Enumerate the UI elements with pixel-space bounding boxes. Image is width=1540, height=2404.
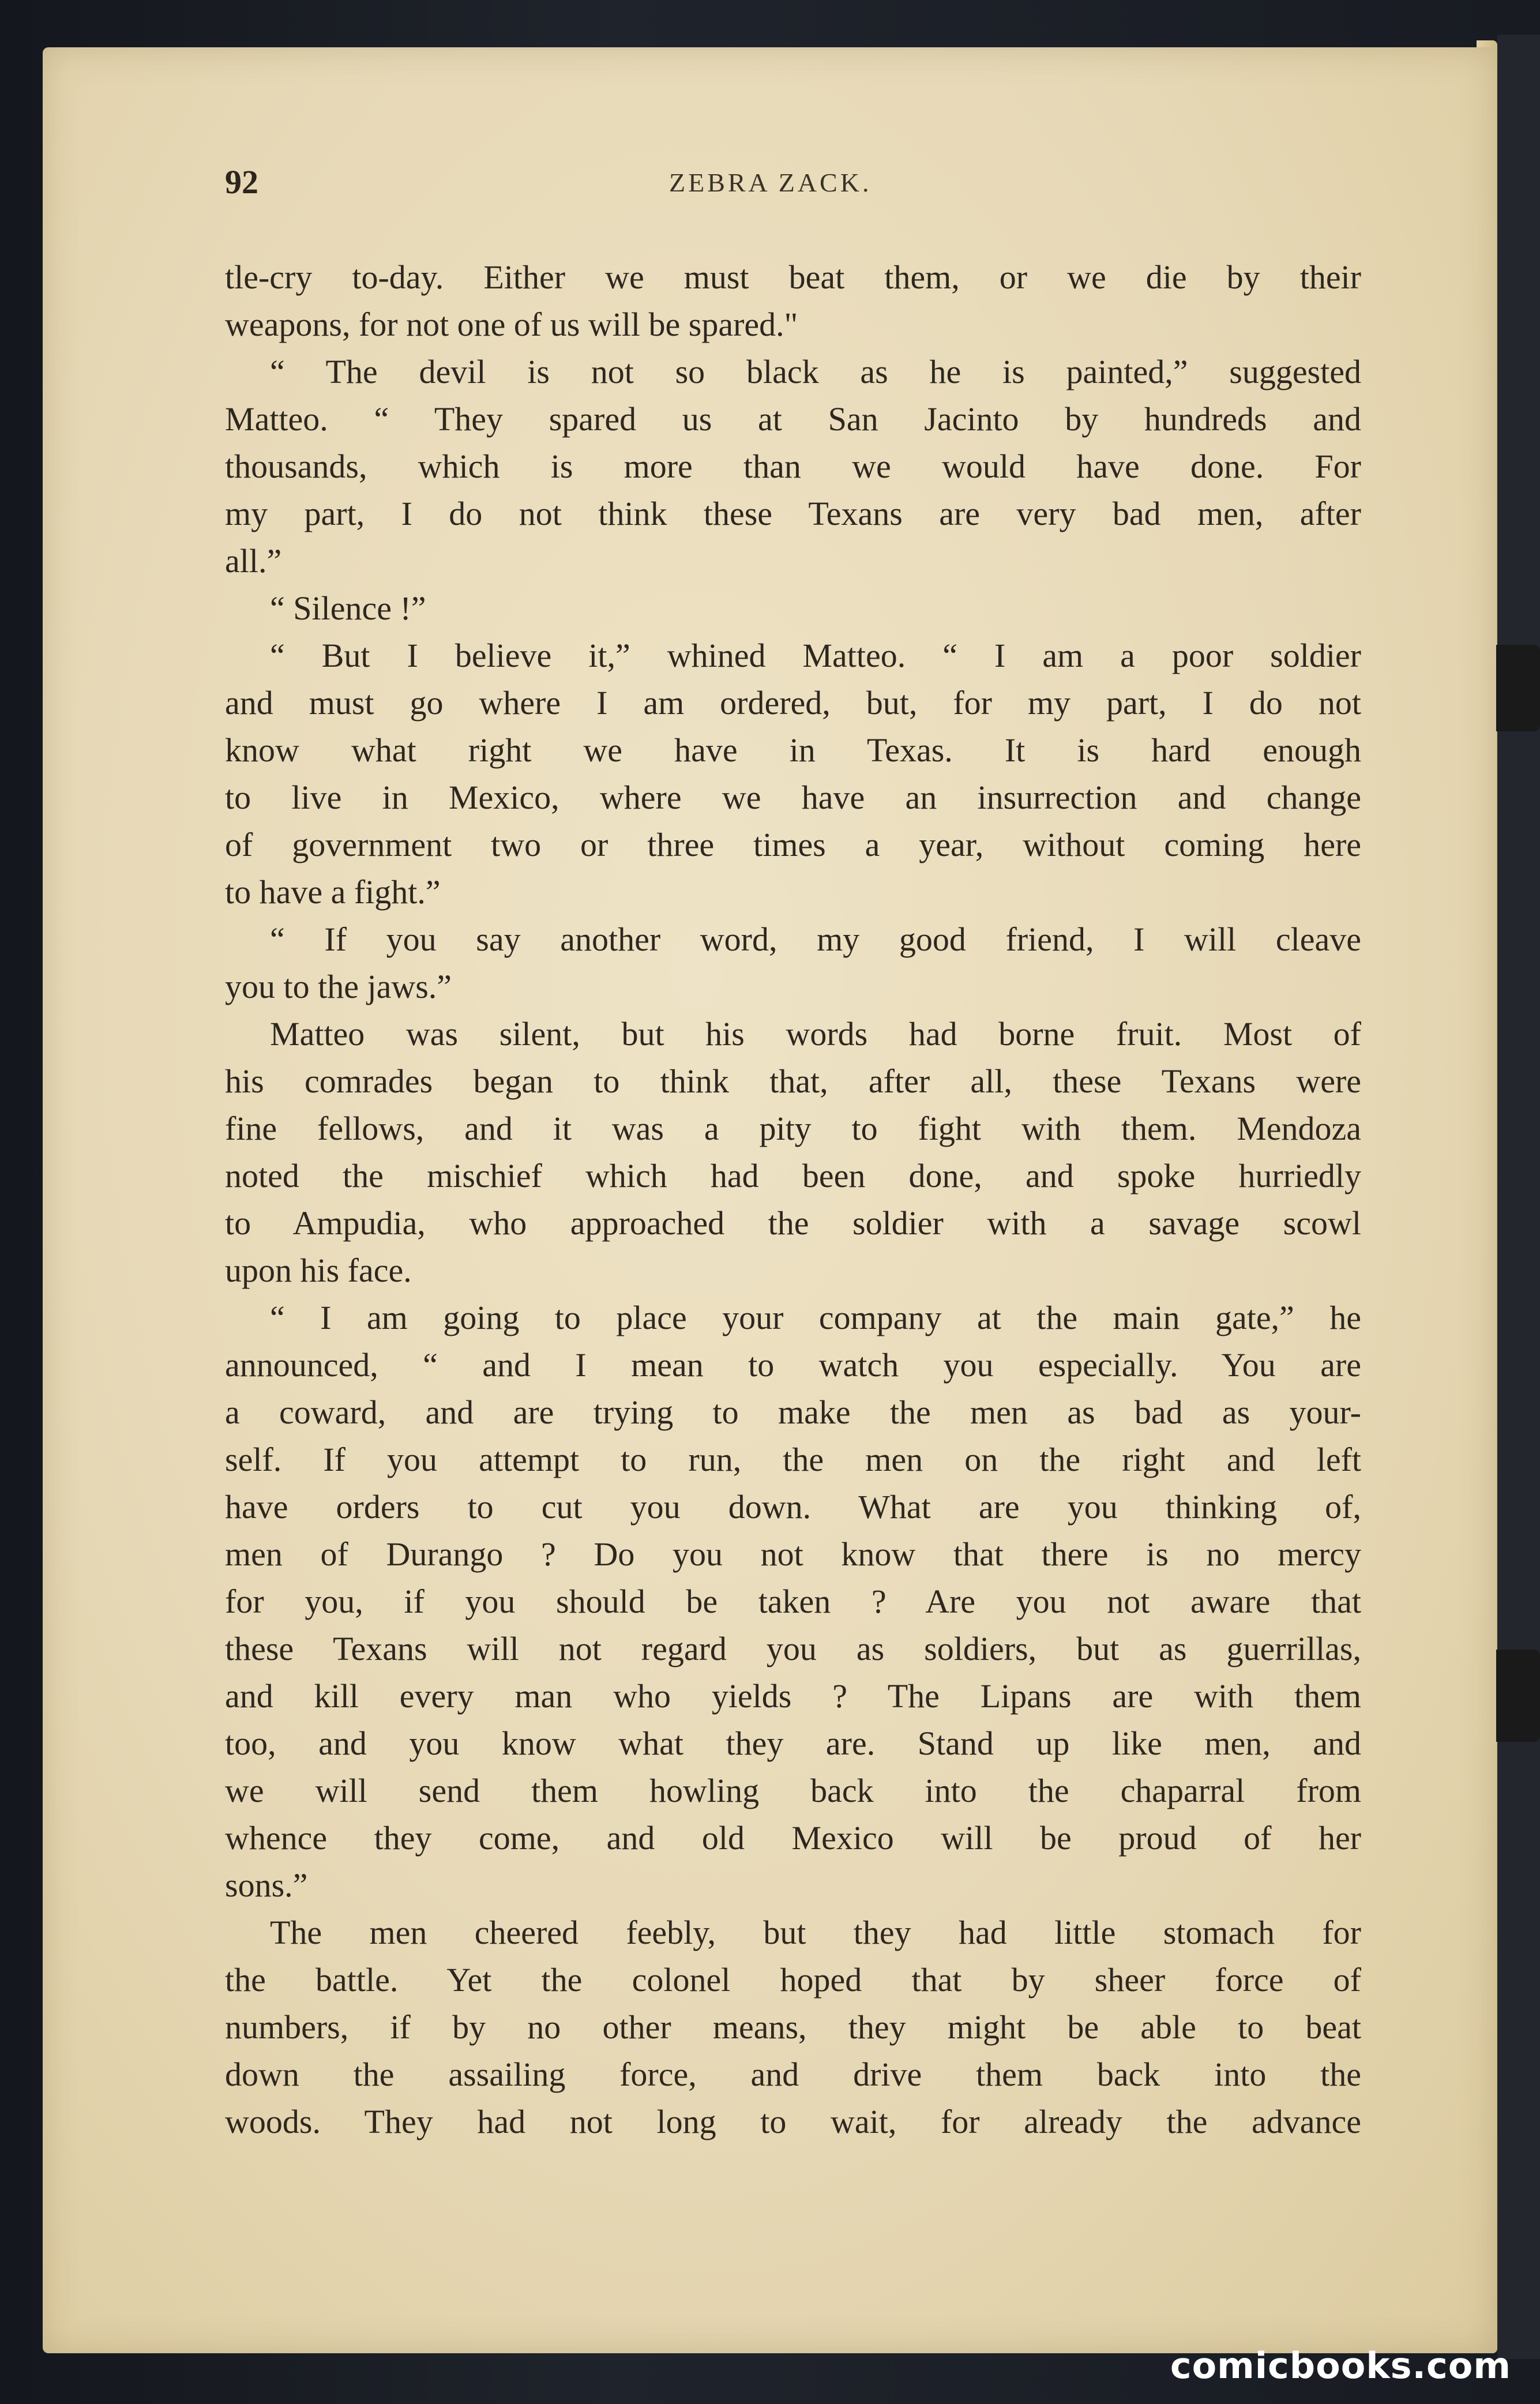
text-line: announced, “ and I mean to watch you especially. You are (225, 1346, 1361, 1384)
text-line: thousands, which is more than we would have done. For (225, 448, 1361, 485)
text-line: his comrades began to think that, after all, these Texans were (225, 1062, 1361, 1100)
text-line: “ But I believe it,” whined Matteo. “ I am a poor soldier (270, 637, 1361, 674)
text-line: all.” (225, 542, 282, 580)
running-head (225, 163, 1390, 209)
text-line: sons.” (225, 1866, 308, 1904)
book-binding (1497, 35, 1540, 2359)
text-line: “ Silence !” (270, 589, 426, 627)
text-line: Matteo was silent, but his words had borne fruit. Most of (270, 1015, 1361, 1053)
text-line: “ The devil is not so black as he is painted,” suggested (270, 353, 1361, 390)
text-line: my part, I do not think these Texans are very bad men, after (225, 495, 1361, 532)
text-line: the battle. Yet the colonel hoped that by sheer force of (225, 1961, 1361, 1999)
text-line: to have a fight.” (225, 873, 441, 911)
site-watermark: comicbooks.com (1170, 2345, 1511, 2387)
body-text (225, 254, 1361, 2146)
text-line: “ I am going to place your company at the main gate,” he (270, 1299, 1361, 1336)
text-line: to live in Mexico, where we have an insurrection and change (225, 779, 1361, 816)
text-line: you to the jaws.” (225, 968, 452, 1005)
text-line: weapons, for not one of us will be spared." (225, 306, 798, 343)
text-line: noted the mischief which had been done, and spoke hurriedly (225, 1157, 1361, 1195)
text-line: have orders to cut you down. What are you thinking of, (225, 1488, 1361, 1526)
text-line: down the assailing force, and drive them back into the (225, 2056, 1361, 2093)
text-line: “ If you say another word, my good friend, I will cleave (270, 921, 1361, 958)
text-line: to Ampudia, who approached the soldier with a savage scowl (225, 1204, 1361, 1242)
text-line: fine fellows, and it was a pity to fight with them. Mendoza (225, 1110, 1361, 1147)
text-line: numbers, if by no other means, they might be able to beat (225, 2008, 1361, 2046)
text-line: for you, if you should be taken ? Are you not aware that (225, 1583, 1361, 1620)
text-line: The men cheered feebly, but they had little stomach for (270, 1914, 1361, 1951)
text-line: Matteo. “ They spared us at San Jacinto by hundreds and (225, 400, 1361, 438)
text-line: a coward, and are trying to make the men as bad as your- (225, 1393, 1361, 1431)
text-line: and kill every man who yields ? The Lipans are with them (225, 1677, 1361, 1715)
text-line: men of Durango ? Do you not know that there is no mercy (225, 1535, 1361, 1573)
text-line: of government two or three times a year, without coming here (225, 826, 1361, 863)
text-line: woods. They had not long to wait, for already the advance (225, 2103, 1361, 2140)
text-line: and must go where I am ordered, but, for my part, I do not (225, 684, 1361, 722)
text-line: these Texans will not regard you as soldiers, but as guerrillas, (225, 1630, 1361, 1667)
page-number: 92 (225, 163, 258, 201)
text-line: whence they come, and old Mexico will be proud of her (225, 1819, 1361, 1857)
text-line: tle-cry to-day. Either we must beat them, or we die by their (225, 258, 1361, 296)
running-title: ZEBRA ZACK. (669, 168, 872, 197)
text-line: upon his face. (225, 1252, 412, 1289)
text-line: too, and you know what they are. Stand up like men, and (225, 1725, 1361, 1762)
text-line: self. If you attempt to run, the men on the right and left (225, 1441, 1361, 1478)
text-line: know what right we have in Texas. It is hard enough (225, 731, 1361, 769)
text-line: we will send them howling back into the chaparral from (225, 1772, 1361, 1809)
